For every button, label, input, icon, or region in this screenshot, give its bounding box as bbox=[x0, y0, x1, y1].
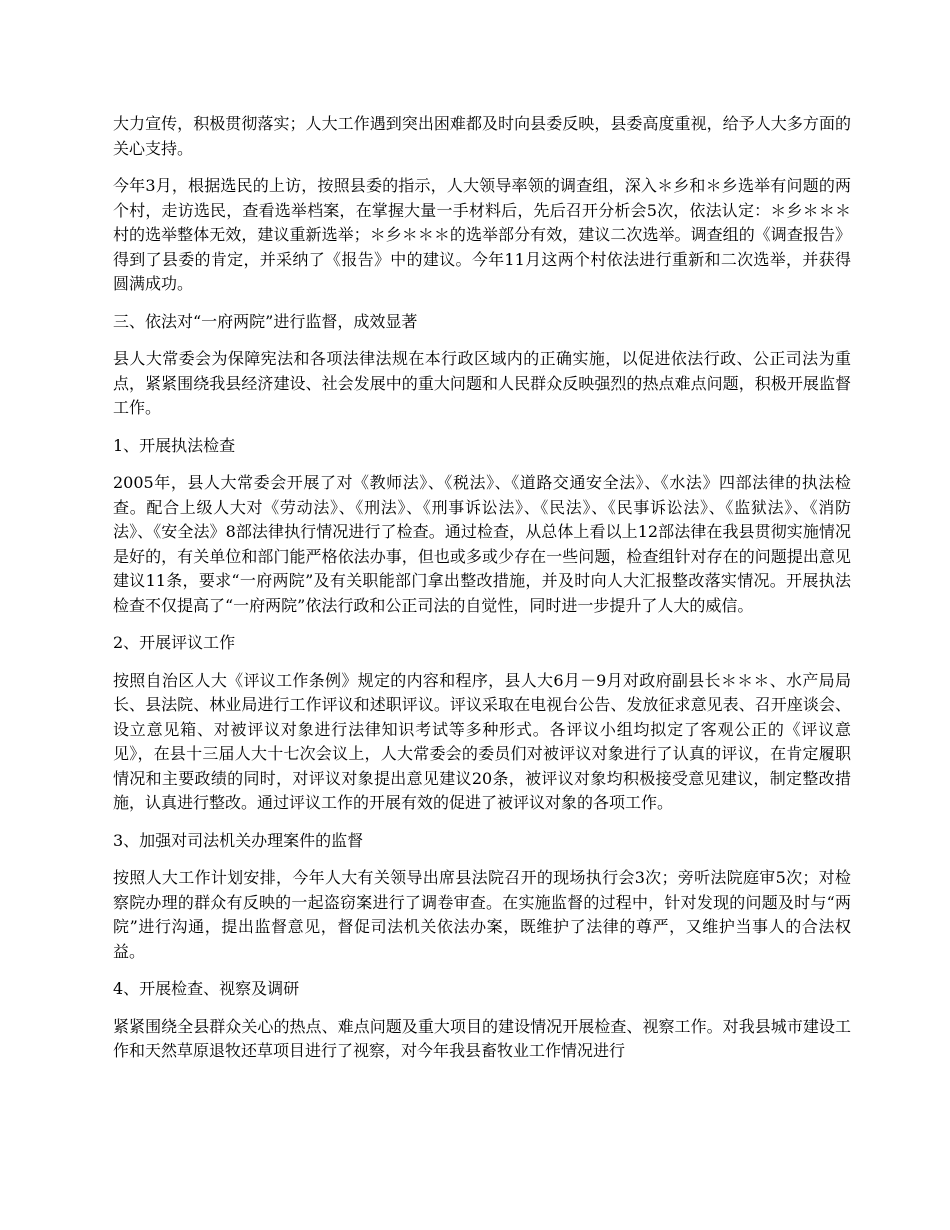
subsection-heading-law-enforcement: 1、开展执法检查 bbox=[113, 435, 236, 455]
paragraph-inspection: 紧紧围绕全县群众关心的热点、难点问题及重大项目的建设情况开展检查、视察工作。对我县城市建设工作和天然草原退牧还草项目进行了视察，对今年我县畜牧业工作情况进行 bbox=[113, 1016, 851, 1060]
subsection-heading-inspection: 4、开展检查、视察及调研 bbox=[113, 979, 300, 998]
paragraph-party-support: 大力宣传，积极贯彻落实；人大工作遇到突出困难都及时向县委反映，县委高度重视，给予人大多方面的关心支持。 bbox=[113, 114, 851, 158]
paragraph-judicial: 按照人大工作计划安排，今年人大有关领导出席县法院召开的现场执行会3次；旁听法院庭审5次；对检察院办理的群众有反映的一起盗窃案进行了调卷审查。在实施监督的过程中，针对发现的问题及时与“两院”进行沟通，提出监督意见，督促司法机关依法办案，既维护了法律的尊严，又维护当事人的合法权益。 bbox=[113, 868, 851, 961]
document-page bbox=[113, 112, 851, 1077]
section-heading-supervision: 三、依法对“一府两院”进行监督，成效显著 bbox=[113, 311, 418, 331]
subsection-heading-judicial: 3、加强对司法机关办理案件的监督 bbox=[113, 830, 364, 850]
paragraph-supervision-intro: 县人大常委会为保障宪法和各项法律法规在本行政区域内的正确实施，以促进依法行政、公正司法为重点，紧紧围绕我县经济建设、社会发展中的重大问题和人民群众反映强烈的热点难点问题，积极开展监督工作。 bbox=[113, 349, 851, 417]
paragraph-election-investigation: 今年3月，根据选民的上访，按照县委的指示，人大领导率领的调查组，深入＊乡和＊乡选举有问题的两个村，走访选民，查看选举档案，在掌握大量一手材料后，先后召开分析会5次，依法认定：＊乡＊＊＊村的选举整体无效，建议重新选举；＊乡＊＊＊的选举部分有效，建议二次选举。调查组的《调查报告》得到了县委的肯定，并采纳了《报告》中的建议。今年11月这两个村依法进行重新和二次选举，并获得圆满成功。 bbox=[113, 176, 851, 293]
subsection-heading-evaluation: 2、开展评议工作 bbox=[113, 633, 236, 652]
paragraph-law-enforcement: 2005年，县人大常委会开展了对《教师法》、《税法》、《道路交通安全法》、《水法》四部法律的执法检查。配合上级人大对《劳动法》、《刑法》、《刑事诉讼法》、《民法》、《民事诉讼法》、《监狱法》、《消防法》、《安全法》8部法律执行情况进行了检查。通过检查，从总体上看以上12部法律在我县贯彻实施情况是好的，有关单位和部门能严格依法办事，但也或多或少存在一些问题，检查组针对存在的问题提出意见建议11条，要求“一府两院”及有关职能部门拿出整改措施，并及时向人大汇报整改落实情况。开展执法检查不仅提高了“一府两院”依法行政和公正司法的自觉性，同时进一步提升了人大的威信。 bbox=[113, 473, 851, 615]
paragraph-evaluation: 按照自治区人大《评议工作条例》规定的内容和程序，县人大6月－9月对政府副县长＊＊＊、水产局局长、县法院、林业局进行工作评议和述职评议。评议采取在电视台公告、发放征求意见表、召开座谈会、设立意见箱、对被评议对象进行法律知识考试等多种形式。各评议小组均拟定了客观公正的《评议意见》，在县十三届人大十七次会议上，人大常委会的委员们对被评议对象进行了认真的评议，在肯定履职情况和主要政绩的同时，对评议对象提出意见建议20条，被评议对象均积极接受意见建议，制定整改措施，认真进行整改。通过评议工作的开展有效的促进了被评议对象的各项工作。 bbox=[113, 670, 851, 812]
